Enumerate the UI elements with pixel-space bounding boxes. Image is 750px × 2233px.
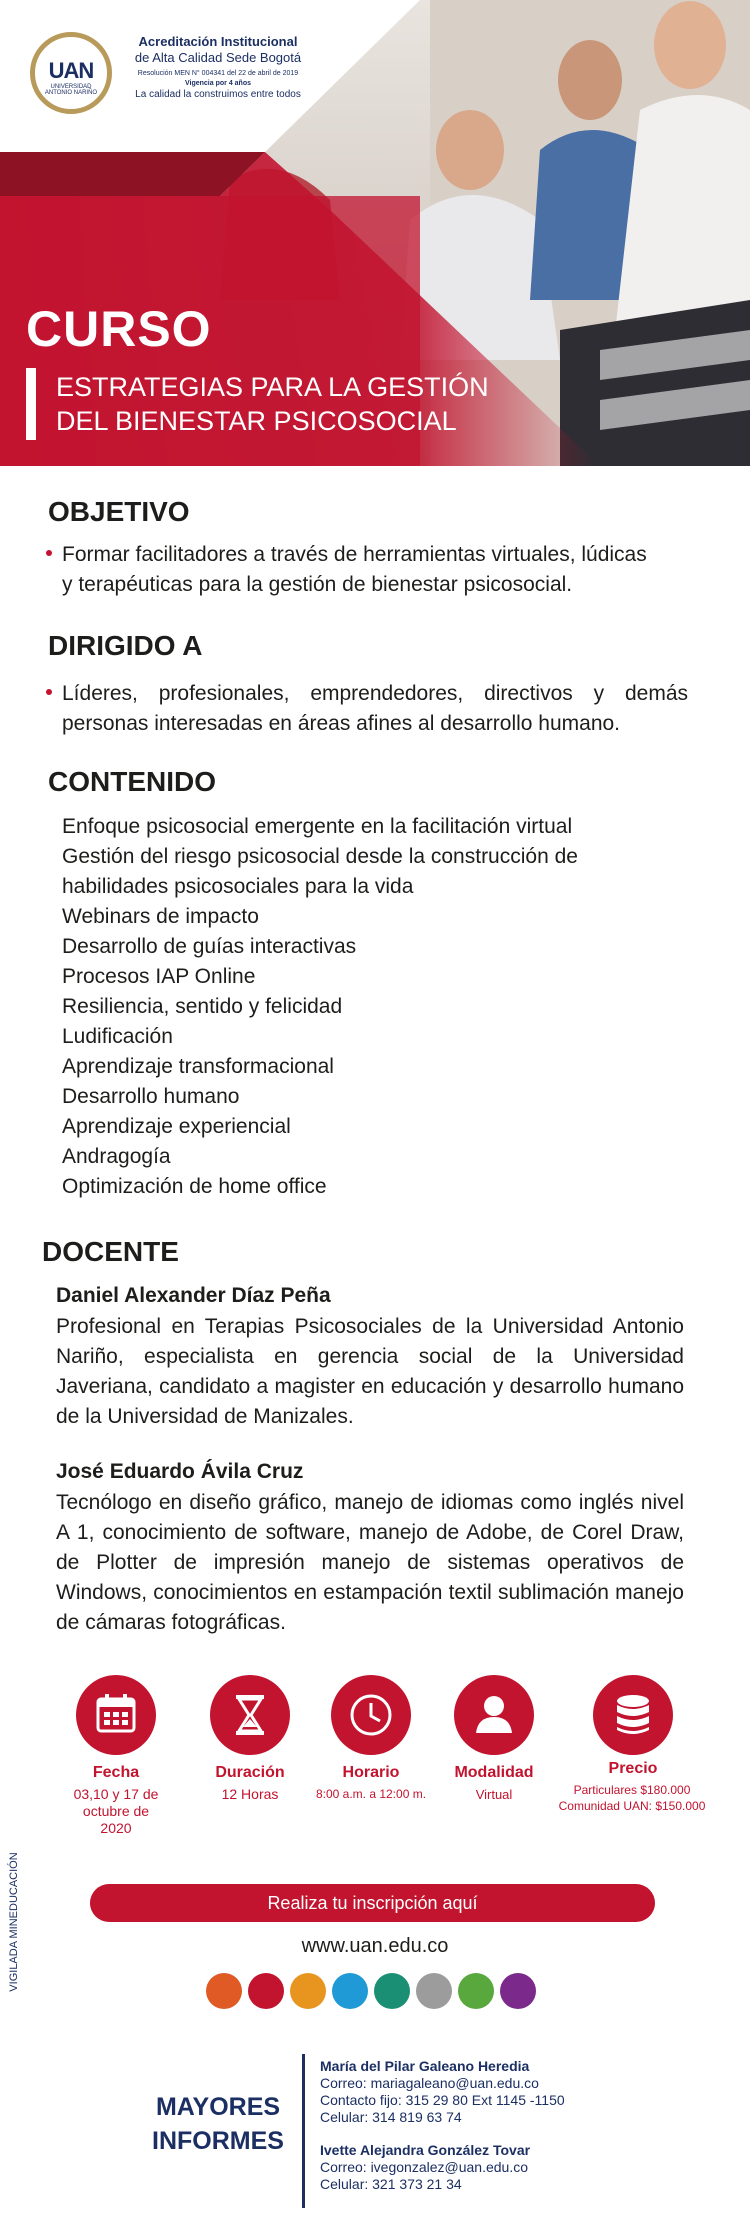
- course-title-line1: ESTRATEGIAS PARA LA GESTIÓN: [56, 372, 489, 402]
- docente-heading: DOCENTE: [42, 1236, 179, 1267]
- fecha-line2: octubre de: [82, 1803, 150, 1819]
- list-item: Optimización de home office: [62, 1175, 327, 1198]
- person2-email[interactable]: Correo: ivegonzalez@uan.edu.co: [320, 2159, 529, 2175]
- person1-phone: Contacto fijo: 315 29 80 Ext 1145 -1150: [320, 2092, 565, 2108]
- resolution-text: Resolución MEN N° 004341 del 22 de abril de 2019: [137, 70, 299, 77]
- fecha-line1: 03,10 y 17 de: [73, 1786, 159, 1802]
- fecha-value: [46, 1786, 186, 1837]
- contact-person1: [320, 2058, 565, 2126]
- objetivo-line1: Formar facilitadores a través de herramientas virtuales, lúdicas: [62, 543, 647, 566]
- teacher2-description: Tecnólogo en diseño gráfico, manejo de idiomas como inglés nivel A 1, conocimiento de software, manejo de Adobe, de Corel Draw, de Plotter de impresión manejo de sistemas operativos de Windows, conocimientos en estampación textil sublimación manejo de cámaras fotográficas.: [56, 1491, 684, 1634]
- accreditation-line2: de Alta Calidad Sede Bogotá: [134, 50, 302, 65]
- course-title: [56, 370, 489, 438]
- color-dot-teal: [374, 1973, 410, 2009]
- person1-cell: Celular: 314 819 63 74: [320, 2109, 462, 2125]
- list-item: habilidades psicosociales para la vida: [62, 875, 414, 898]
- list-item: Aprendizaje experiencial: [62, 1115, 291, 1138]
- color-dot-blue: [332, 1973, 368, 2009]
- list-item: Procesos IAP Online: [62, 965, 256, 988]
- website-link[interactable]: www.uan.edu.co: [301, 1935, 449, 1957]
- database-icon: [593, 1675, 673, 1755]
- objetivo-text: [62, 540, 647, 600]
- person-icon: [454, 1675, 534, 1755]
- list-item: Resiliencia, sentido y felicidad: [62, 995, 343, 1018]
- mayores-informes-heading: [148, 2090, 288, 2158]
- tagline: La calidad la construimos entre todos: [135, 89, 301, 100]
- logo-subtext: UNIVERSIDAD ANTONIO NARIÑO: [44, 84, 98, 96]
- fecha-line3: 2020: [100, 1820, 132, 1836]
- horario-label: Horario: [342, 1764, 400, 1781]
- vigilada-text: VIGILADA MINEDUCACIÓN: [8, 1852, 20, 1992]
- color-dot-green: [458, 1973, 494, 2009]
- color-dot-red: [248, 1973, 284, 2009]
- person2-name: Ivette Alejandra González Tovar: [320, 2142, 531, 2158]
- person2-cell: Celular: 321 373 21 34: [320, 2176, 462, 2192]
- course-label: CURSO: [26, 301, 212, 357]
- course-title-line2: DEL BIENESTAR PSICOSOCIAL: [56, 406, 457, 436]
- color-dot-orange: [206, 1973, 242, 2009]
- duracion-value: 12 Horas: [221, 1786, 279, 1802]
- precio-label: Precio: [608, 1760, 658, 1777]
- fecha-label: Fecha: [92, 1764, 140, 1781]
- register-button[interactable]: Realiza tu inscripción aquí: [90, 1884, 655, 1922]
- modalidad-value: Virtual: [475, 1787, 513, 1802]
- clock-icon: [331, 1675, 411, 1755]
- list-item: Enfoque psicosocial emergente en la facilitación virtual: [62, 815, 573, 838]
- list-item: Aprendizaje transformacional: [62, 1055, 334, 1078]
- color-dot-gray: [416, 1973, 452, 2009]
- teacher1-description: Profesional en Terapias Psicosociales de la Universidad Antonio Nariño, especialista en gerencia social de la Universidad Javeriana, candidato a magister en educación y desarrollo humano de la Universidad de Manizales.: [56, 1315, 684, 1428]
- accreditation-text: [118, 34, 318, 101]
- contact-divider: [302, 2054, 305, 2208]
- vigilada-mineducacion: [2, 1846, 24, 2006]
- mayores-line1: MAYORES: [155, 2093, 281, 2121]
- list-item: Gestión del riesgo psicosocial desde la construcción de: [62, 845, 578, 868]
- hourglass-icon: [210, 1675, 290, 1755]
- mayores-line2: INFORMES: [152, 2127, 284, 2155]
- bullet-dot: [46, 550, 52, 556]
- accreditation-line1: Acreditación Institucional: [138, 34, 298, 49]
- horario-value: 8:00 a.m. a 12:00 m.: [315, 1787, 427, 1801]
- list-item: Desarrollo humano: [62, 1085, 240, 1108]
- list-item: Desarrollo de guías interactivas: [62, 935, 357, 958]
- color-dot-amber: [290, 1973, 326, 2009]
- color-dot-purple: [500, 1973, 536, 2009]
- objetivo-heading: OBJETIVO: [48, 496, 190, 527]
- list-item: Andragogía: [62, 1145, 171, 1168]
- contact-person2: [320, 2142, 530, 2193]
- dirigido-heading: DIRIGIDO A: [48, 630, 203, 661]
- bullet-dot: [46, 689, 52, 695]
- contenido-heading: CONTENIDO: [48, 766, 216, 797]
- validity-text: Vigencia por 4 años: [184, 80, 251, 87]
- modalidad-label: Modalidad: [454, 1764, 534, 1781]
- precio-value: [557, 1782, 707, 1814]
- logo-text: UAN: [48, 58, 94, 83]
- university-logo[interactable]: [30, 32, 300, 122]
- objetivo-line2: y terapéuticas para la gestión de bienestar psicosocial.: [62, 573, 573, 596]
- dirigido-line2: personas interesadas en áreas afines al desarrollo humano.: [62, 712, 621, 735]
- duracion-label: Duración: [215, 1764, 285, 1781]
- teacher2-name: José Eduardo Ávila Cruz: [56, 1460, 304, 1483]
- teacher1-name: Daniel Alexander Díaz Peña: [56, 1284, 331, 1307]
- list-item: Webinars de impacto: [62, 905, 259, 928]
- dirigido-line1: Líderes, profesionales, emprendedores, directivos y demás: [62, 682, 688, 705]
- precio-line2: Comunidad UAN: $150.000: [558, 1799, 706, 1813]
- hero-banner: [0, 0, 750, 466]
- list-item: Ludificación: [62, 1025, 173, 1048]
- title-accent-bar: [26, 368, 36, 440]
- precio-line1: Particulares $180.000: [573, 1783, 691, 1797]
- calendar-icon: [76, 1675, 156, 1755]
- person1-email[interactable]: Correo: mariagaleano@uan.edu.co: [320, 2075, 539, 2091]
- contenido-list: [62, 812, 578, 1202]
- dirigido-text: [62, 679, 688, 739]
- person1-name: María del Pilar Galeano Heredia: [320, 2058, 530, 2074]
